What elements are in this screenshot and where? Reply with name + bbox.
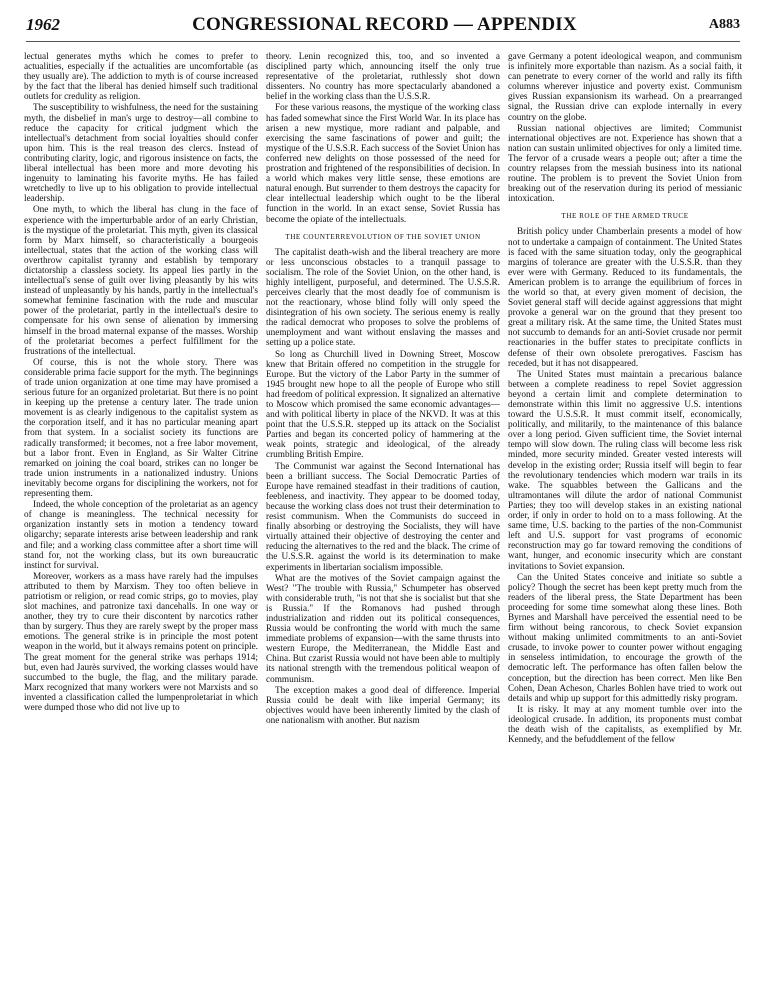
header-title: CONGRESSIONAL RECORD — APPENDIX [192,14,577,35]
section-heading: THE COUNTERREVOLUTION OF THE SOVIET UNION [285,232,481,241]
paragraph: gave Germany a potent ideological weapon, and communism is infinitely more exportable than nazism. As a social faith, it can penetrate to every corner of the world and rally its fifth columns wherever injustice and poverty exist. Communism gives Russian expansionism its warhead. On a prearranged signal, the Russian drive can explode internally in every country on the globe. [508,52,742,123]
column-1 [24,52,258,982]
paragraph: The United States must maintain a precarious balance between a complete readiness to repel Soviet aggression beyond a certain limit and complete determination to demonstrate within this limit no aggressive U.S. intentions toward the U.S.S.R. It must commit itself, economically, politically, and militarily, to the maintenance of this balance over a long period. Given sufficient time, the Soviet internal tempo will slow down. The ruling class will become less risk minded, more security minded. Greater vested interests will develop in the existing order; Russia itself will begin to fear the revolutionary tendencies which modern war trails in its wake. The squabbles between the Gallicans and the ultramontanes will dilute the ardor of national Communist Parties; they too will develop stakes in an existing national order, if only in order to hold on to a mass following. At the same time, U.S. backing to the parties of the non-Communist left and U.S. support for vast programs of economic reconstruction may go far toward removing the conditions of want, hunger, and economic insecurity which are constant invitations to Soviet expansion. [508,369,742,572]
paragraph: Moreover, workers as a mass have rarely had the impulses attributed to them by Marxism. They too often believe in patriotism or religion, or read comic strips, go to movies, play slot machines, and patronize taxi dancehalls. In one way or another, they try to cure their discontent by narcotics rather than by surgery. Thus they are rarely swept by the proper mass emotions. The general strike is in principle the most potent weapon in the world, but it always remains potent on principle. The great moment for the general strike was perhaps 1914; but, even had Jaurès survived, the working classes would have succumbed to the bugle, the flag, and the military parade. Marx recognized that many workers were not Marxists and so invented a classification called the lumpenproletariat in which were dumped those who did not live up to [24,571,258,713]
paragraph: It is risky. It may at any moment tumble over into the ideological crusade. In addition, its proponents must combat the death wish of the capitalists, as exemplified by Mr. Kennedy, and the befuddlement of the fellow [508,704,742,746]
paragraph: Indeed, the whole conception of the proletariat as an agency of change is meaningless. The technical necessity for organization instantly sets in motion a tendency toward oligarchy; separate interests arise between leadership and rank and file; and a working class committee after a short time will stand for, not the working class, but its own bureaucratic instinct for survival. [24,500,258,571]
column-2 [266,52,500,982]
paragraph: Can the United States conceive and initiate so subtle a policy? Though the secret has been kept pretty much from the readers of the liberal press, the State Department has been proceeding for some time somewhat along these lines. Both Byrnes and Marshall have perceived the essential need to be firm without being rancorous, to check Soviet expansion without making unlimited commitments to an anti-Soviet crusade, to invoke power to counter power without engaging in senseless intimidation, to encourage the growth of the democratic left. The performance has often fallen below the conception, but the direction has been correct. Men like Ben Cohen, Dean Acheson, Charles Bohlen have tried to work out details and whip up support for this admittedly risky program. [508,572,742,704]
paragraph: The capitalist death-wish and the liberal treachery are more or less unconscious obstacles to a tranquil passage to socialism. The role of the Soviet Union, on the other hand, is highly intelligent, purposeful, and determined. The U.S.S.R. perceives clearly that the most deadly foe of communism is not the reactionary, whose blind folly will only speed the disintegration of his own society. The serious enemy is really the radical democrat who proposes to solve the problems of unemployment and want without enslaving the masses and setting up a police state. [266,247,500,349]
paragraph: theory. Lenin recognized this, too, and so invented a disciplined party which, announcing itself the only true representative of the proletariat, ruthlessly shot down dissenters. No country has more spectacularly abandoned a belief in the working class than the U.S.S.R. [266,52,500,103]
paragraph: lectual generates myths which he comes to prefer to actualities, especially if the actualities are uncomfortable (as they usually are). The addiction to myth is of course increased by the fact that the liberal has denied himself such traditional outlets for credulity as religion. [24,52,258,103]
paragraph: Russian national objectives are limited; Communist international objectives are not. Experience has shown that a nation can sustain unlimited objectives for only a limited time. The fervor of a crusade wears a people out; after a time the country relapses from the messiah business into its national routine. The problem is to prevent the Soviet Union from breaking out of the reservation during its period of messianic intoxication. [508,123,742,205]
section-heading: THE ROLE OF THE ARMED TRUCE [561,212,689,221]
paragraph: The exception makes a good deal of difference. Imperial Russia could be dealt with like imperial Germany; its objectives would have been inherently limited by the clash of one nationalism with another. But nazism [266,685,500,726]
column-3 [508,52,742,982]
paragraph: So long as Churchill lived in Downing Street, Moscow knew that Britain offered no competition in the struggle for Europe. But the victory of the Labor Party in the summer of 1945 brought new hope to all the people of Europe who still had freedom of political expression. It signalized an alternative to Moscow which promised the same economic advantages—and with political liberty in place of the NKVD. It was at this point that the U.S.S.R. stepped up its attack on the Socialist Parties and began its concerted policy of hammering at the weak points, strategic and ideological, of the already crumbling British Empire. [266,349,500,461]
paragraph: British policy under Chamberlain presents a model of how not to undertake a campaign of containment. The United States is faced with the same situation today, only the geographical margins of tolerance are greater with the U.S.S.R. than they ever were with Germany. Reduced to its fundamentals, the American problem is to arrange the equilibrium of forces in the world so that, at every given moment of decision, the Soviet general staff will decide against aggressions that might provoke a general war on the ground that they present too great a military risk. At the same time, the United States must not succumb to demands for an anti-Soviet crusade nor permit reactionaries in the buffer states to precipitate conflicts in defense of their own obsolete prerogatives. Fascism has receded, but it has not disappeared. [508,227,742,369]
paragraph: One myth, to which the liberal has clung in the face of experience with the imperturbable ardor of an early Christian, is the mystique of the proletariat. This myth, given its classical form by Marx himself, so characteristically a bourgeois intellectual, states that the action of the working class will overthrow capitalist tyranny and establish by temporary dictatorship a classless society. Its appeal lies partly in the intellectual's sense of guilt over living pleasantly by his wits instead of unpleasantly by his hands, partly in the intellectual's somewhat feminine fascination with the rude and muscular power of the proletariat, partly in the intellectual's desire to compensate for his own sense of alienation by immersing himself in the broad maternal expanse of the masses. Worship of the proletariat becomes a perfect fulfillment for the frustrations of the intellectual. [24,205,258,357]
page-header [26,9,740,42]
paragraph: Of course, this is not the whole story. There was considerable prima facie support for the myth. The beginnings of trade union organization at one time may have promised a serious future for an organized proletariat. But there is no point in keeping up the pretense a century later. The trade union movement is as clearly indigenous to the capitalist system as the corporation itself, and it has no particular meaning apart from that system. In a socialist society its functions are radically transformed; it becomes, not a free labor movement, but a labor front. Even in England, as Sir Walter Citrine remarked on joining the coal board, strikes can no longer be trade union instruments in a nationalized industry. Unions inevitably become organs for disciplining the workers, not for representing them. [24,357,258,500]
paragraph: For these various reasons, the mystique of the working class has faded somewhat since the First World War. In its place has arisen a new mystique, more radiant and palpable, and exercising the same fascinations of power and guilt; the mystique of the U.S.S.R. Each success of the Soviet Union has conferred new delights on those possessed of the need for prostration and frightened of the responsibilities of decision. In a world which makes very little sense, these emotions are natural enough. But surrender to them destroys the capacity for clear intellectual leadership which ought to be the liberal function in the world. In an exact sense, Soviet Russia has become the opiate of the intellectuals. [266,103,500,225]
paragraph: The susceptibility to wishfulness, the need for the sustaining myth, the disbelief in man's urge to destroy—all combine to reduce the capacity for critical judgment which the intellectual's detachment from social loyalties should confer upon him. This is the real treason des clercs. Instead of contributing clarity, logic, and rigorous insistence on facts, the liberal intellectual has been more and more devoting his ingenuity to laminating his favorite myths. He has failed wretchedly to live up to his obligation to provide intellectual leadership. [24,103,258,205]
paragraph: The Communist war against the Second International has been a brilliant success. The Social Democratic Parties of Europe have remained steadfast in their traditions of caution, feebleness, and inactivity. They appear to be doomed today, because the working class does not trust their determination to resist communism. When the Communists do succeed in finally absorbing or destroying the Socialists, they will have virtually attained their objective of destroying the center and reducing the alternatives to the red and the black. The crime of the U.S.S.R. against the world is its determination to make experiments in libertarian socialism impossible. [266,461,500,573]
header-year: 1962 [26,15,60,34]
text-columns [24,52,742,982]
paragraph: What are the motives of the Soviet campaign against the West? "The trouble with Russia," Schumpeter has observed with considerable truth, "is not that she is socialist but that she is Russia." If the Romanovs had pushed through industrialization and ridden out its political consequences, Russia would be confronting the world with much the same immediate problems of expansion—with the same thrusts into western Europe, the Mediterranean, the Middle East and China. But czarist Russia would not have been able to multiply its national strength with the tremendous political weapon of communism. [266,573,500,685]
header-page-number: A883 [708,17,740,32]
